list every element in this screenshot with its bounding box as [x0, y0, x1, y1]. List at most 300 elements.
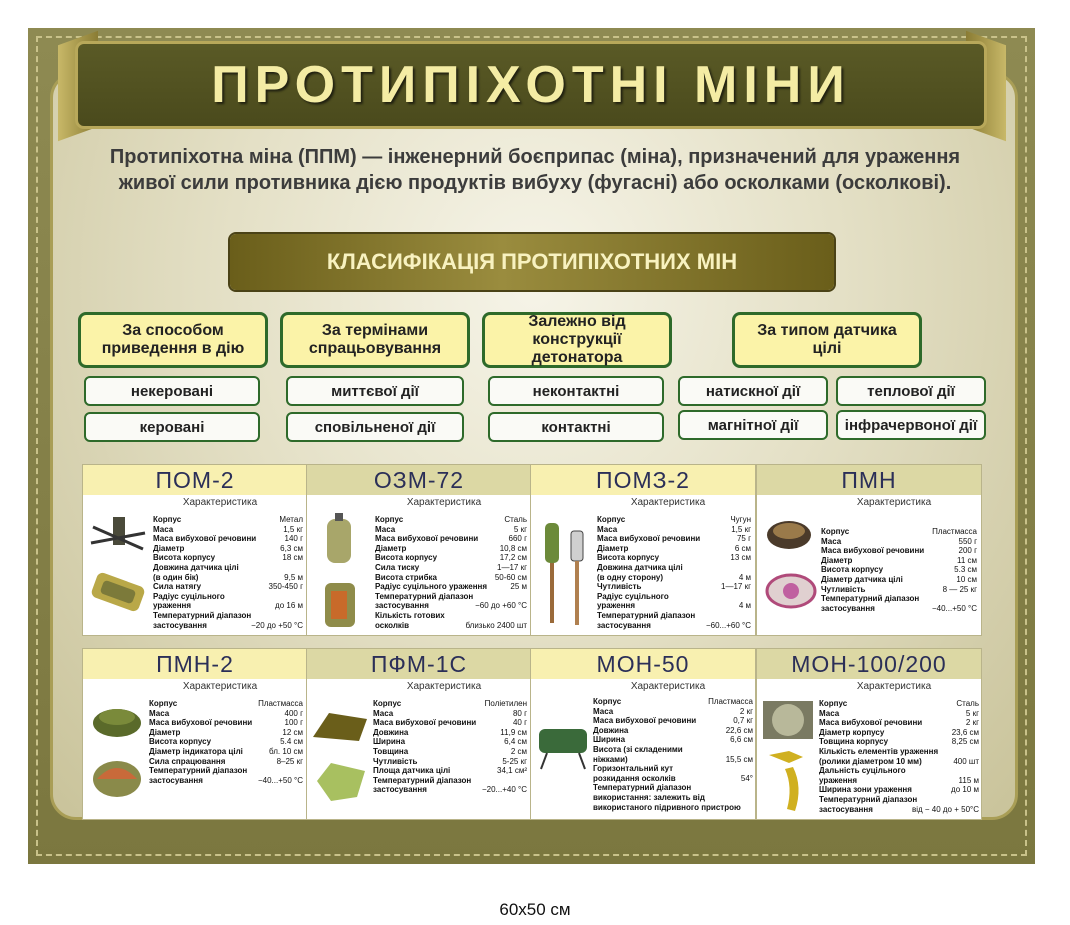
spec-row [375, 534, 527, 544]
spec-row [149, 709, 303, 719]
spec-row [153, 534, 303, 544]
spec-key: застосування [375, 601, 429, 611]
spec-key: використаного підривного пристрою [593, 802, 741, 812]
specs-mon50 [593, 697, 753, 812]
sub-contact: контактні [488, 412, 664, 442]
specs-mon100 [819, 699, 979, 814]
spec-row [597, 573, 751, 583]
spec-key: Товщина [373, 746, 409, 756]
mine-card-ozm72 [306, 464, 532, 636]
spec-key: Діаметр [153, 543, 185, 553]
spec-row [819, 776, 979, 786]
sub-infrared: інфрачервоної дії [836, 410, 986, 440]
spec-value: 11 см [956, 555, 977, 565]
spec-row [819, 718, 979, 728]
spec-key: Кількість елементів ураження [819, 746, 939, 756]
spec-value: 8 — 25 кг [942, 584, 977, 594]
mine-card-pomz2 [530, 464, 756, 636]
spec-key: Чутливість [597, 582, 642, 592]
spec-row [819, 757, 979, 767]
spec-row [593, 707, 753, 717]
spec-key: застосування [597, 620, 651, 630]
classification-title: КЛАСИФІКАЦІЯ ПРОТИПІХОТНИХ МІН [326, 249, 738, 274]
spec-row [149, 718, 303, 728]
spec-row [593, 755, 753, 765]
spec-value: Сталь [956, 699, 979, 708]
spec-key: Сила натягу [153, 582, 202, 592]
spec-key: Маса вибухової речовини [821, 546, 925, 556]
spec-value: −60...+60 °С [705, 620, 751, 630]
spec-value: 11,9 см [500, 727, 527, 737]
specs-pmn [821, 527, 977, 613]
mine-name: МОН-50 [531, 649, 755, 679]
spec-key: ураження [597, 601, 636, 611]
sub-controlled: керовані [84, 412, 260, 442]
spec-row [597, 601, 751, 611]
spec-value: 2 см [510, 746, 527, 756]
spec-key: Маса [153, 524, 174, 534]
spec-row [375, 553, 527, 563]
spec-row [375, 515, 527, 525]
spec-value: Пластмасса [708, 697, 753, 706]
mine-name: ПОМЗ-2 [531, 465, 755, 495]
spec-key: Довжина [373, 727, 409, 737]
spec-row [597, 611, 751, 621]
spec-row [821, 594, 977, 604]
spec-row [153, 544, 303, 554]
spec-value: 350-450 г [268, 582, 303, 592]
spec-key: Висота (зі складеними [593, 744, 683, 754]
spec-row [597, 544, 751, 554]
spec-value: 2 кг [965, 718, 979, 728]
spec-row [375, 525, 527, 535]
spec-value: 54° [740, 773, 753, 783]
spec-row [819, 795, 979, 805]
mine-image-mon100 [759, 697, 817, 815]
spec-row [821, 604, 977, 614]
spec-value: Чугун [730, 515, 751, 524]
spec-value: 6,3 см [280, 543, 303, 553]
spec-key: Горизонтальний кут [593, 764, 674, 774]
char-label: Характеристика [182, 497, 258, 508]
spec-value: 550 г [958, 536, 977, 546]
spec-key: Висота стрибка [375, 572, 437, 582]
spec-row [375, 621, 527, 631]
spec-row [373, 757, 527, 767]
mine-name: ПФМ-1С [307, 649, 531, 679]
spec-key: Висота корпусу [149, 737, 212, 747]
spec-key: Маса [149, 708, 170, 718]
spec-row [597, 525, 751, 535]
sub-uncontrolled: некеровані [84, 376, 260, 406]
mine-image-pmn [761, 513, 819, 623]
spec-value: 50-60 см [494, 572, 527, 582]
spec-key: Корпус [821, 527, 850, 536]
char-label: Характеристика [856, 497, 932, 508]
mine-image-pom2 [87, 513, 149, 629]
spec-row [153, 573, 303, 583]
spec-row [153, 601, 303, 611]
spec-key: осколків [375, 620, 410, 630]
spec-key: Діаметр корпусу [819, 727, 885, 737]
spec-key: Маса [821, 536, 842, 546]
spec-key: Сила спрацювання [149, 756, 226, 766]
spec-value: 660 г [508, 534, 527, 544]
spec-row [373, 776, 527, 786]
spec-key: Діаметр індикатора цілі [149, 746, 243, 756]
mine-image-pfm1s [309, 701, 371, 811]
spec-key: Температурний діапазон [821, 594, 920, 604]
mine-name: ПМН-2 [83, 649, 307, 679]
spec-key: Корпус [149, 699, 178, 708]
spec-value: 0,7 кг [733, 716, 753, 726]
spec-key: Корпус [819, 699, 848, 708]
spec-row [597, 515, 751, 525]
char-label: Характеристика [406, 681, 482, 692]
spec-value: Пластмасса [258, 699, 303, 708]
char-label: Характеристика [630, 497, 706, 508]
specs-pom2 [153, 515, 303, 630]
spec-row [375, 544, 527, 554]
spec-row [373, 709, 527, 719]
spec-key: Чутливість [821, 584, 866, 594]
spec-row [593, 697, 753, 707]
spec-key: Сила тиску [375, 562, 420, 572]
spec-key: Температурний діапазон [153, 610, 252, 620]
spec-row [819, 728, 979, 738]
spec-row [373, 728, 527, 738]
spec-key: Маса [819, 708, 840, 718]
spec-key: Площа датчика цілі [373, 766, 451, 776]
spec-value: 25 м [510, 582, 527, 592]
spec-key: застосування [819, 804, 873, 814]
spec-key: (ролики діаметром 10 мм) [819, 756, 922, 766]
spec-value: до 10 м [951, 785, 979, 795]
spec-value: 34,1 см² [497, 766, 527, 776]
mine-image-pomz2 [535, 513, 595, 633]
spec-value: 1—17 кг [721, 582, 751, 592]
spec-key: Ширина [593, 735, 626, 745]
spec-value: 5 кг [513, 524, 527, 534]
size-label: 60х50 см [499, 900, 571, 919]
spec-row [375, 611, 527, 621]
spec-key: Ширина зони ураження [819, 785, 912, 795]
spec-row [593, 783, 753, 793]
spec-row [153, 582, 303, 592]
spec-row [819, 747, 979, 757]
spec-row [821, 565, 977, 575]
spec-row [153, 611, 303, 621]
spec-row [593, 764, 753, 774]
spec-key: Довжина [593, 725, 629, 735]
spec-value: 17,2 см [499, 553, 527, 563]
spec-key: Корпус [373, 699, 402, 708]
spec-key: Корпус [375, 515, 404, 524]
spec-value: 5-25 кг [502, 756, 527, 766]
spec-row [149, 766, 303, 776]
spec-key: Корпус [153, 515, 182, 524]
mine-name: ОЗМ-72 [307, 465, 531, 495]
spec-row [597, 621, 751, 631]
spec-key: Маса [373, 708, 394, 718]
spec-value: 40 г [512, 718, 527, 728]
spec-key: Маса [375, 524, 396, 534]
spec-value: 5.3 см [954, 565, 977, 575]
spec-value: 23,6 см [951, 727, 979, 737]
mine-card-pmn2 [82, 648, 308, 820]
spec-key: Маса вибухової речовини [593, 716, 697, 726]
spec-row [819, 785, 979, 795]
spec-key: ніжками) [593, 754, 628, 764]
category-activation: За способом приведення в дію [78, 312, 268, 368]
poster-title: ПРОТИПІХОТНІ МІНИ [211, 56, 851, 114]
spec-key: Маса вибухової речовини [153, 534, 257, 544]
spec-row [149, 757, 303, 767]
spec-row [593, 716, 753, 726]
spec-key: використання: залежить від [593, 792, 705, 802]
sub-delayed: сповільненої дії [286, 412, 464, 442]
spec-row [593, 774, 753, 784]
spec-row [593, 726, 753, 736]
spec-row [149, 699, 303, 709]
spec-row [819, 766, 979, 776]
spec-key: Маса вибухової речовини [597, 534, 701, 544]
spec-row [375, 601, 527, 611]
mine-card-pfm1s [306, 648, 532, 820]
spec-value: 8–25 кг [276, 756, 303, 766]
spec-value: −60 до +60 °С [475, 601, 527, 611]
spec-row [821, 537, 977, 547]
spec-key: Радіус суцільного ураження [375, 582, 488, 592]
spec-key: застосування [153, 620, 207, 630]
spec-row [375, 573, 527, 583]
sub-magnetic: магнітної дії [678, 410, 828, 440]
intro-text: Протипіхотна міна (ППМ) — інженерний боєприпас (міна), призначений для ураження живої сили противника дією продуктів вибуху (фугасні) або осколками (осколкові). [109, 146, 961, 194]
spec-key: Корпус [597, 515, 626, 524]
spec-value: 10 см [956, 574, 977, 584]
spec-key: застосування [373, 785, 427, 795]
spec-row [821, 556, 977, 566]
spec-key: Товщина корпусу [819, 737, 889, 747]
spec-row [593, 793, 753, 803]
spec-row [153, 621, 303, 631]
spec-row [153, 515, 303, 525]
spec-key: Діаметр [149, 727, 181, 737]
sub-pressure: натискної дії [678, 376, 828, 406]
specs-pfm1s [373, 699, 527, 795]
spec-key: Висота корпусу [153, 553, 216, 563]
spec-row [821, 575, 977, 585]
spec-row [819, 699, 979, 709]
spec-row [373, 747, 527, 757]
spec-row [375, 582, 527, 592]
spec-row [821, 585, 977, 595]
spec-row [373, 718, 527, 728]
spec-row [153, 592, 303, 602]
spec-row [593, 745, 753, 755]
spec-value: 10,8 см [499, 543, 527, 553]
mine-name: МОН-100/200 [757, 649, 981, 679]
category-sensor: За типом датчика цілі [732, 312, 922, 368]
spec-value: 15,5 см [725, 754, 753, 764]
spec-key: Температурний діапазон [593, 783, 692, 793]
spec-value: 6,4 см [504, 737, 527, 747]
spec-value: 6 см [734, 543, 751, 553]
char-label: Характеристика [856, 681, 932, 692]
spec-row [149, 747, 303, 757]
spec-row [373, 766, 527, 776]
spec-key: Радіус суцільного [597, 591, 669, 601]
spec-key: Ширина [373, 737, 406, 747]
spec-value: 9,5 м [284, 572, 303, 582]
char-label: Характеристика [630, 681, 706, 692]
spec-key: Висота корпусу [375, 553, 438, 563]
spec-key: Дальність суцільного [819, 766, 906, 776]
char-label: Характеристика [182, 681, 258, 692]
spec-key: Радіус суцільного [153, 591, 225, 601]
spec-key: Кількість готових [375, 610, 445, 620]
spec-key: Маса вибухової речовини [373, 718, 477, 728]
specs-pmn2 [149, 699, 303, 785]
spec-value: 12 см [282, 727, 303, 737]
spec-row [819, 737, 979, 747]
spec-key: Діаметр датчика цілі [821, 574, 903, 584]
char-label: Характеристика [406, 497, 482, 508]
spec-value: 4 м [738, 601, 751, 611]
mine-image-ozm72 [311, 513, 373, 633]
spec-key: Температурний діапазон [373, 775, 472, 785]
spec-key: Температурний діапазон [819, 794, 918, 804]
spec-value: 5 кг [965, 708, 979, 718]
category-timing: За термінами спрацьовування [280, 312, 470, 368]
spec-row [149, 728, 303, 738]
spec-row [373, 785, 527, 795]
spec-key: Висота корпусу [597, 553, 660, 563]
spec-value: 400 г [284, 708, 303, 718]
mine-name: ПМН [757, 465, 981, 495]
spec-key: Довжина датчика цілі [153, 562, 239, 572]
spec-row [597, 563, 751, 573]
spec-row [597, 592, 751, 602]
spec-value: −40...+50 °С [931, 603, 977, 613]
spec-value: 75 г [736, 534, 751, 544]
spec-key: Діаметр [597, 543, 629, 553]
mine-card-mon50 [530, 648, 756, 820]
spec-value: близько 2400 шт [465, 620, 527, 630]
spec-row [821, 546, 977, 556]
spec-key: Маса [597, 524, 618, 534]
spec-key: Температурний діапазон [597, 610, 696, 620]
spec-value: 4 м [738, 572, 751, 582]
spec-row [373, 699, 527, 709]
spec-value: Метал [279, 515, 303, 524]
spec-key: застосування [821, 603, 875, 613]
spec-value: −20 до +50 °С [251, 620, 303, 630]
spec-key: Маса вибухової речовини [375, 534, 479, 544]
mine-card-pmn [756, 464, 982, 636]
spec-key: ураження [819, 775, 858, 785]
spec-row [153, 563, 303, 573]
spec-value: Сталь [504, 515, 527, 524]
spec-value: 400 шт [953, 756, 979, 766]
spec-key: Діаметр [375, 543, 407, 553]
spec-row [373, 737, 527, 747]
spec-value: 80 г [512, 708, 527, 718]
spec-row [593, 735, 753, 745]
spec-row [819, 805, 979, 815]
spec-value: −40...+50 °С [257, 775, 303, 785]
spec-row [821, 527, 977, 537]
spec-row [597, 553, 751, 563]
spec-key: застосування [149, 775, 203, 785]
spec-value: 140 г [284, 534, 303, 544]
spec-value: −20...+40 °С [481, 785, 527, 795]
spec-value: до 16 м [275, 601, 303, 611]
spec-value: 5.4 см [280, 737, 303, 747]
spec-row [153, 553, 303, 563]
specs-pomz2 [597, 515, 751, 630]
spec-value: бл. 10 см [269, 746, 303, 756]
spec-value: 100 г [284, 718, 303, 728]
spec-value: 22,6 см [725, 725, 753, 735]
spec-value: 6,6 см [730, 735, 753, 745]
spec-key: Температурний діапазон [149, 766, 248, 776]
spec-value: 1,5 кг [283, 524, 303, 534]
specs-ozm72 [375, 515, 527, 630]
spec-row [375, 592, 527, 602]
spec-value: Пластмасса [932, 527, 977, 536]
spec-key: ураження [153, 601, 192, 611]
spec-row [149, 776, 303, 786]
spec-value: 1—17 кг [497, 562, 527, 572]
spec-value: 18 см [282, 553, 303, 563]
spec-key: Чутливість [373, 756, 418, 766]
sub-noncontact: неконтактні [488, 376, 664, 406]
mine-card-pom2 [82, 464, 308, 636]
spec-key: розкидання осколків [593, 773, 676, 783]
spec-row [153, 525, 303, 535]
spec-key: Маса [593, 706, 614, 716]
spec-row [819, 709, 979, 719]
spec-key: Довжина датчика цілі [597, 562, 683, 572]
spec-value: 200 г [958, 546, 977, 556]
spec-key: Маса вибухової речовини [819, 718, 923, 728]
mine-name: ПОМ-2 [83, 465, 307, 495]
mine-image-mon50 [535, 715, 591, 775]
spec-value: 2 кг [739, 706, 753, 716]
spec-value: 8,25 см [951, 737, 979, 747]
spec-key: (в одну сторону) [597, 572, 664, 582]
mine-card-mon100 [756, 648, 982, 820]
spec-value: від − 40 до + 50°С [911, 804, 979, 814]
spec-key: (в один бік) [153, 572, 199, 582]
spec-row [149, 737, 303, 747]
sub-instant: миттєвої дії [286, 376, 464, 406]
spec-value: 115 м [958, 775, 979, 785]
spec-value: 1,5 кг [731, 524, 751, 534]
spec-key: Висота корпусу [821, 565, 884, 575]
spec-row [593, 803, 753, 813]
spec-key: Корпус [593, 697, 622, 706]
sub-thermal: теплової дії [836, 376, 986, 406]
spec-row [597, 582, 751, 592]
category-detonator: Залежно від конструкції детонатора [482, 312, 672, 368]
spec-key: Діаметр [821, 555, 853, 565]
mine-image-pmn2 [87, 697, 147, 813]
spec-row [597, 534, 751, 544]
spec-value: Поліетилен [484, 699, 527, 708]
spec-row [375, 563, 527, 573]
